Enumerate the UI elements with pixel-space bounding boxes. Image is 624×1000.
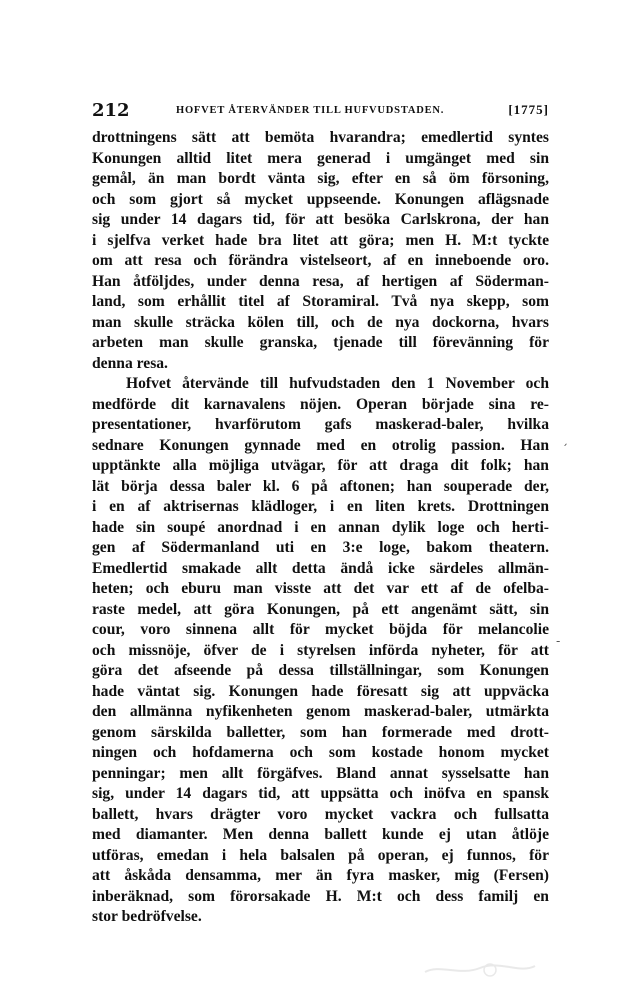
text-line: sednare Konungen gynnade med en otrolig passion. Han: [92, 436, 549, 454]
running-head: HOFVET ÅTERVÄNDER TILL HUFVUDSTADEN.: [176, 105, 445, 116]
text-line: Konungen alltid litet mera generad i umgänget med sin: [92, 149, 549, 167]
text-line: genom särskilda balletter, som han formerade med drott-: [92, 723, 549, 741]
text-line: heten; och eburu man visste att det var ett af de ofelba-: [92, 580, 549, 597]
text-line: inberäknad, som förorsakade H. M:t och dess familj en: [92, 887, 549, 905]
text-line: utföras, emedan i hela balsalen på operan, ej funnos, för: [92, 846, 549, 864]
text-line: i en af aktrisernas klädloger, i en liten krets. Drottningen: [92, 498, 549, 515]
text-line: ningen och hofdamerna och som kostade honom mycket: [92, 744, 549, 761]
text-line: om att resa och förändra vistelseort, af en inneboende oro.: [92, 252, 549, 269]
text-line: cour, voro sinnena allt för mycket böjda för melancolie: [92, 621, 549, 638]
text-line: göra det afseende på dessa tillställningar, som Konungen: [92, 662, 549, 679]
text-line: denna resa.: [92, 354, 168, 372]
text-line: sig under 14 dagars tid, för att besöka Carlskrona, der han: [92, 211, 549, 228]
text-line: och missnöje, öfver de i styrelsen införda nyheter, för att: [92, 641, 549, 659]
text-line: lät börja dessa baler kl. 6 på aftonen; han souperade der,: [92, 477, 549, 495]
text-line: att åskåda densamma, mer än fyra masker, mig (Fersen): [92, 867, 549, 884]
text-line: den allmänna nyfikenheten genom maskerad-baler, utmärkta: [92, 703, 549, 720]
text-line: gen af Södermanland uti en 3:e loge, bakom theatern.: [92, 539, 549, 556]
text-line: ballett, hvars drägter voro mycket vackra och fullsatta: [92, 805, 549, 823]
margin-dash-mark: -: [556, 634, 561, 648]
year-marker: [1775]: [508, 102, 549, 117]
text-line: raste medel, att göra Konungen, på ett angenämt sätt, sin: [92, 600, 549, 618]
text-line: presentationer, hvarförutom gafs maskerad-baler, hvilka: [92, 416, 549, 433]
text-line: gemål, än man bordt vänta sig, efter en så öm försoning,: [92, 170, 549, 187]
body-text: [92, 128, 549, 928]
text-line: arbeten man skulle granska, tjenade till förevänning för: [92, 334, 549, 351]
text-line: med diamanter. Men denna ballett kunde ej utan åtlöje: [92, 826, 549, 843]
text-line: i sjelfva verket hade bra litet att göra; men H. M:t tyckte: [92, 231, 549, 249]
text-line: penningar; men allt förgäfves. Bland annat sysselsatte han: [92, 764, 549, 782]
text-line: och som gjort så mycket uppseende. Konungen aflägsnade: [92, 190, 549, 208]
text-line: hade väntat sig. Konungen hade föresatt sig att uppväcka: [92, 682, 549, 700]
paragraph-1: [92, 128, 549, 374]
text-line: Han åtföljdes, under denna resa, af hertigen af Söderman-: [92, 272, 549, 290]
page-header: [92, 100, 549, 124]
text-line: drottningens sätt att bemöta hvarandra; emedlertid syntes: [92, 129, 549, 146]
text-line: medförde dit karnavalens nöjen. Operan började sina re-: [92, 395, 549, 413]
paragraph-2: [92, 374, 549, 928]
text-line: stor bedröfvelse.: [92, 908, 202, 925]
text-line: upptänkte alla möjliga utvägar, för att draga dit folk; han: [92, 457, 549, 474]
text-line: Hofvet återvände till hufvudstaden den 1 November och: [126, 375, 549, 392]
text-line: Emedlertid smakade allt detta ändå icke särdeles allmän-: [92, 559, 549, 577]
text-line: hade sin soupé anordnad i en annan dylik loge och herti-: [92, 518, 549, 536]
text-line: man skulle sträcka kölen till, och de nya dockorna, hvars: [92, 313, 549, 331]
page-number: 212: [92, 100, 130, 121]
text-line: land, som erhållit titel af Storamiral. Två nya skepp, som: [92, 293, 549, 310]
text-line: sig, under 14 dagars tid, att uppsätta och inöfva en spansk: [92, 785, 549, 802]
faint-library-stamp-icon: [420, 960, 540, 980]
margin-tick-mark: ˏ: [562, 432, 568, 446]
